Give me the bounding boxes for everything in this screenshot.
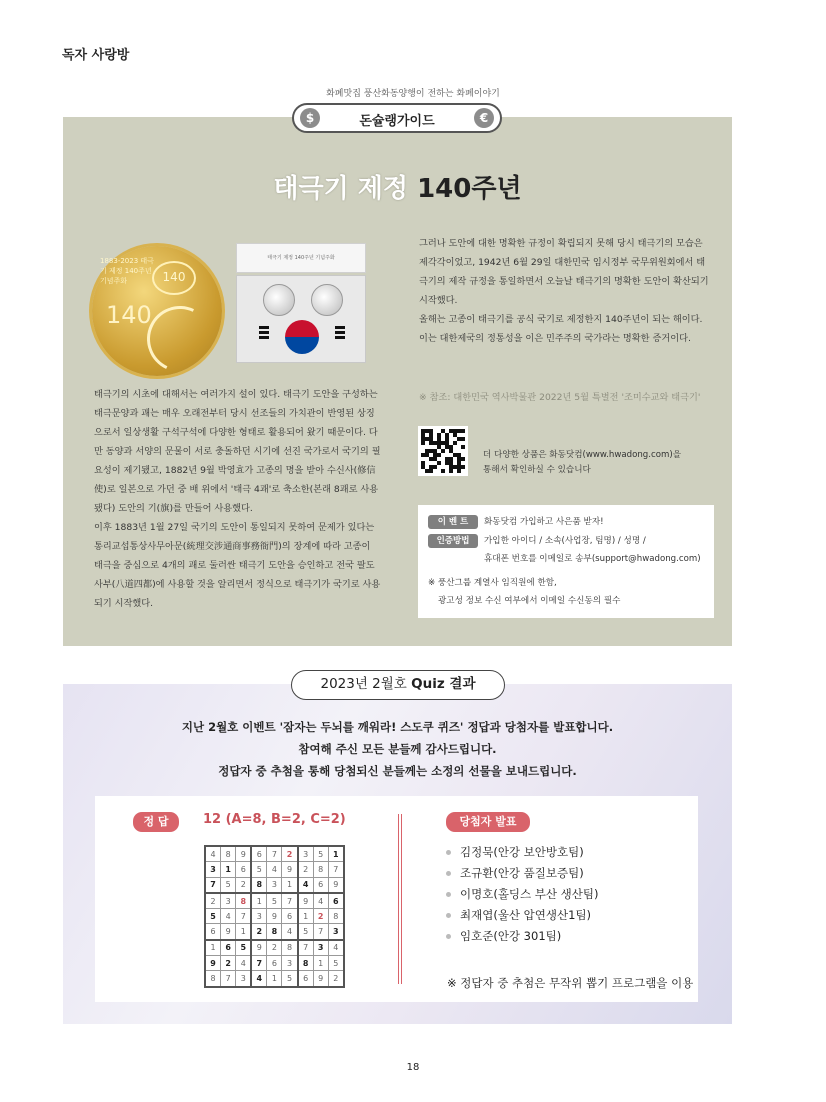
reference-note: ※ 참조: 대한민국 역사박물관 2022년 5월 특별전 '조미수교와 태극기' (419, 392, 701, 403)
quiz-note: ※ 정답자 중 추첨은 무작위 뽑기 프로그램을 이용 (447, 976, 694, 990)
sudoku-cell: 2 (221, 956, 236, 971)
winner-name: 최재엽(울산 압연생산1팀) (460, 908, 592, 922)
sudoku-cell: 6 (282, 909, 298, 924)
sudoku-cell: 1 (267, 971, 282, 987)
sudoku-row (205, 956, 344, 971)
sudoku-cell: 7 (251, 956, 267, 971)
sudoku-cell: 7 (282, 893, 298, 909)
answer-value: 12 (A=8, B=2, C=2) (203, 812, 346, 827)
paragraph: 이후 1883년 1월 27일 국기의 도안이 통일되지 못하여 문제가 있다는 통리교섭통상사무아문(統理交涉通商事務衙門)의 장계에 따라 고종이 태극을 중심으로 4개의 괘로 둘러싼 태극기 도안을 승인하고 전국 팔도 사부(八道四都)에 사용할 것을 알리면서 정식으로 태극기가 국기로 사용되기 시작했다. (94, 522, 381, 609)
sudoku-cell: 1 (282, 877, 298, 893)
sudoku-row (205, 924, 344, 940)
winner-item (446, 863, 598, 884)
sudoku-cell: 5 (267, 893, 282, 909)
bullet-icon (446, 892, 451, 897)
sudoku-cell: 3 (251, 909, 267, 924)
coin-box-set-image (236, 243, 366, 363)
sudoku-cell: 6 (236, 862, 252, 877)
sudoku-row (205, 877, 344, 893)
winner-item (446, 842, 598, 863)
sudoku-row (205, 971, 344, 987)
sudoku-cell: 7 (205, 877, 221, 893)
quiz-result-card (95, 796, 698, 1002)
dollar-coin-icon: $ (300, 108, 320, 128)
sudoku-cell: 6 (298, 971, 314, 987)
bullet-icon (446, 913, 451, 918)
sudoku-cell: 6 (221, 940, 236, 956)
sudoku-cell: 4 (251, 971, 267, 987)
event-note: ※ 풍산그룹 계열사 임직원에 한함, (428, 578, 557, 588)
sudoku-cell: 4 (313, 893, 328, 909)
sudoku-row (205, 893, 344, 909)
qr-caption-line: 더 다양한 상품은 화동닷컴(www.hwadong.com)을 (483, 450, 681, 460)
sudoku-cell: 7 (298, 940, 314, 956)
sudoku-row (205, 909, 344, 924)
quiz-intro-line: 참여해 주신 모든 분들께 감사드립니다. (298, 742, 497, 756)
sudoku-row (205, 940, 344, 956)
silver-coin-right (311, 284, 343, 316)
sudoku-cell: 7 (221, 971, 236, 987)
sudoku-cell: 2 (282, 846, 298, 862)
sudoku-cell: 2 (205, 893, 221, 909)
sudoku-cell: 5 (282, 971, 298, 987)
sudoku-cell: 1 (251, 893, 267, 909)
sudoku-cell: 8 (236, 893, 252, 909)
quiz-title-bold: Quiz 결과 (411, 676, 476, 692)
sudoku-cell: 4 (221, 909, 236, 924)
trigram-left (259, 326, 269, 329)
winner-item (446, 905, 598, 926)
sudoku-cell: 8 (313, 862, 328, 877)
winner-name: 이명호(홀딩스 부산 생산팀) (460, 887, 599, 901)
winners-list (446, 842, 598, 947)
event-box (418, 505, 714, 618)
sudoku-cell: 5 (251, 862, 267, 877)
sudoku-cell: 3 (282, 956, 298, 971)
paragraph: 태극기의 시초에 대해서는 여러가지 설이 있다. 태극기 도안을 구성하는 태극문양과 괘는 매우 오래전부터 당시 선조들의 가치관이 반영된 상징으로서 일상생활 구석구석에 다양한 형태로 활용되어 왔기 때문이다. 다만 동양과 서양의 문물이 서로 충돌하던 시기에 선진 국가로서 국기의 필요성이 제기됐고, 1882년 9월 박영효가 고종의 명을 받아 수신사(修信使)로 일본으로 가던 중 배 위에서 '태극 4괘'로 축소한(본래 8괘로 사용됐다) 도안의 기(旗)를 만들어 사용했다. (94, 389, 381, 514)
sudoku-cell: 6 (205, 924, 221, 940)
sudoku-cell: 6 (267, 956, 282, 971)
sudoku-cell: 1 (236, 924, 252, 940)
gold-coin-image (92, 246, 222, 376)
sudoku-cell: 1 (205, 940, 221, 956)
sudoku-cell: 9 (205, 956, 221, 971)
guide-subtitle: 화폐맛집 풍산화동양행이 전하는 화폐이야기 (326, 89, 500, 99)
sudoku-cell: 5 (221, 877, 236, 893)
sudoku-cell: 7 (313, 924, 328, 940)
sudoku-cell: 7 (236, 909, 252, 924)
sudoku-cell: 1 (313, 956, 328, 971)
taegeuk-emblem (285, 320, 319, 354)
sudoku-grid (204, 845, 345, 988)
euro-coin-icon: € (474, 108, 494, 128)
event-badge: 이 벤 트 (428, 515, 478, 529)
sudoku-cell: 1 (298, 909, 314, 924)
sudoku-cell: 3 (313, 940, 328, 956)
sudoku-row (205, 846, 344, 862)
bullet-icon (446, 850, 451, 855)
sudoku-cell: 7 (328, 862, 344, 877)
sudoku-cell: 9 (236, 846, 252, 862)
bullet-icon (446, 871, 451, 876)
sudoku-cell: 8 (205, 971, 221, 987)
coin-large-number: 140 (106, 301, 152, 329)
winner-name: 김정묵(안강 보안방호팀) (460, 845, 584, 859)
box-lid: 태극기 제정 140주년 기념주화 (236, 243, 366, 273)
coin-badge: 140 (152, 261, 196, 295)
sudoku-cell: 2 (236, 877, 252, 893)
sudoku-cell: 2 (328, 971, 344, 987)
method-line: 가입한 아이디 / 소속(사업장, 팀명) / 성명 / (484, 536, 646, 546)
sudoku-cell: 9 (267, 909, 282, 924)
winner-name: 조규환(안강 품질보증팀) (460, 866, 584, 880)
guide-banner (292, 103, 502, 133)
sudoku-cell: 3 (236, 971, 252, 987)
sudoku-cell: 2 (298, 862, 314, 877)
qr-code-icon[interactable] (418, 426, 468, 476)
quiz-title (291, 670, 505, 700)
sudoku-cell: 4 (205, 846, 221, 862)
headline-dark: 140주년 (417, 174, 522, 204)
sudoku-row (205, 862, 344, 877)
sudoku-cell: 8 (282, 940, 298, 956)
sudoku-cell: 5 (313, 846, 328, 862)
section-label: 독자 사랑방 (62, 48, 130, 63)
article-headline (63, 168, 732, 205)
sudoku-cell: 5 (205, 909, 221, 924)
sudoku-cell: 7 (267, 846, 282, 862)
sudoku-cell: 2 (251, 924, 267, 940)
box-tray (236, 275, 366, 363)
sudoku-cell: 9 (313, 971, 328, 987)
sudoku-cell: 3 (267, 877, 282, 893)
coin-small-text: 1883-2023 태극기 제정 140주년 기념주화 (100, 257, 154, 285)
page-number: 18 (406, 1062, 420, 1073)
sudoku-cell: 8 (298, 956, 314, 971)
sudoku-cell: 3 (221, 893, 236, 909)
sudoku-cell: 8 (221, 846, 236, 862)
sudoku-cell: 5 (236, 940, 252, 956)
sudoku-cell: 8 (267, 924, 282, 940)
sudoku-cell: 2 (313, 909, 328, 924)
sudoku-cell: 9 (221, 924, 236, 940)
silver-coin-left (263, 284, 295, 316)
sudoku-cell: 6 (313, 877, 328, 893)
sudoku-cell: 3 (298, 846, 314, 862)
sudoku-cell: 9 (282, 862, 298, 877)
bullet-icon (446, 934, 451, 939)
sudoku-cell: 4 (282, 924, 298, 940)
article-left-column (94, 385, 381, 613)
quiz-title-prefix: 2023년 2월호 (320, 676, 407, 692)
winner-item (446, 926, 598, 947)
sudoku-cell: 1 (328, 846, 344, 862)
sudoku-cell: 5 (298, 924, 314, 940)
sudoku-cell: 9 (251, 940, 267, 956)
sudoku-cell: 3 (328, 924, 344, 940)
article-right-column (419, 234, 709, 348)
event-note: 광고성 정보 수신 여부에서 이메일 수신동의 필수 (438, 596, 621, 606)
sudoku-cell: 2 (267, 940, 282, 956)
sudoku-cell: 1 (221, 862, 236, 877)
winners-badge: 당첨자 발표 (446, 812, 530, 832)
sudoku-cell: 3 (205, 862, 221, 877)
qr-caption (483, 448, 713, 478)
paragraph: 올해는 고종이 태극기를 공식 국기로 제정한지 140주년이 되는 해이다. 이는 대한제국의 정통성을 이은 민주주의 국가라는 명확한 증거이다. (419, 314, 703, 344)
quiz-intro (63, 716, 732, 782)
sudoku-cell: 9 (298, 893, 314, 909)
method-badge: 인증방법 (428, 534, 478, 548)
winner-item (446, 884, 598, 905)
trigram-right (335, 326, 345, 329)
quiz-intro-line: 지난 2월호 이벤트 '잠자는 두뇌를 깨워라! 스도쿠 퀴즈' 정답과 당첨자를 발표합니다. (181, 720, 614, 734)
sudoku-cell: 8 (328, 909, 344, 924)
quiz-intro-line: 정답자 중 추첨을 통해 당첨되신 분들께는 소정의 선물을 보내드립니다. (218, 764, 577, 778)
answer-badge: 정 답 (133, 812, 179, 832)
sudoku-cell: 4 (298, 877, 314, 893)
divider (401, 814, 402, 984)
divider (398, 814, 399, 984)
sudoku-cell: 6 (328, 893, 344, 909)
headline-light: 태극기 제정 (273, 174, 409, 204)
guide-title: 돈슐랭가이드 (359, 114, 435, 129)
sudoku-cell: 4 (328, 940, 344, 956)
qr-caption-line: 통해서 확인하실 수 있습니다 (483, 465, 591, 475)
paragraph: 그러나 도안에 대한 명확한 규정이 확립되지 못해 당시 태극기의 모습은 제각각이었고, 1942년 6월 29일 대한민국 임시정부 국무위원회에서 태극기의 제작 규정을 통일하면서 오늘날 태극기의 명확한 도안이 확산되기 시작했다. (419, 238, 709, 306)
method-line: 휴대폰 번호를 이메일로 송부(support@hwadong.com) (484, 554, 701, 564)
sudoku-cell: 8 (251, 877, 267, 893)
sudoku-cell: 9 (328, 877, 344, 893)
sudoku-cell: 4 (236, 956, 252, 971)
sudoku-cell: 6 (251, 846, 267, 862)
sudoku-cell: 5 (328, 956, 344, 971)
sudoku-cell: 4 (267, 862, 282, 877)
winner-name: 임호준(안강 301팀) (460, 929, 562, 943)
event-text: 화동닷컴 가입하고 사은품 받자! (484, 517, 604, 527)
